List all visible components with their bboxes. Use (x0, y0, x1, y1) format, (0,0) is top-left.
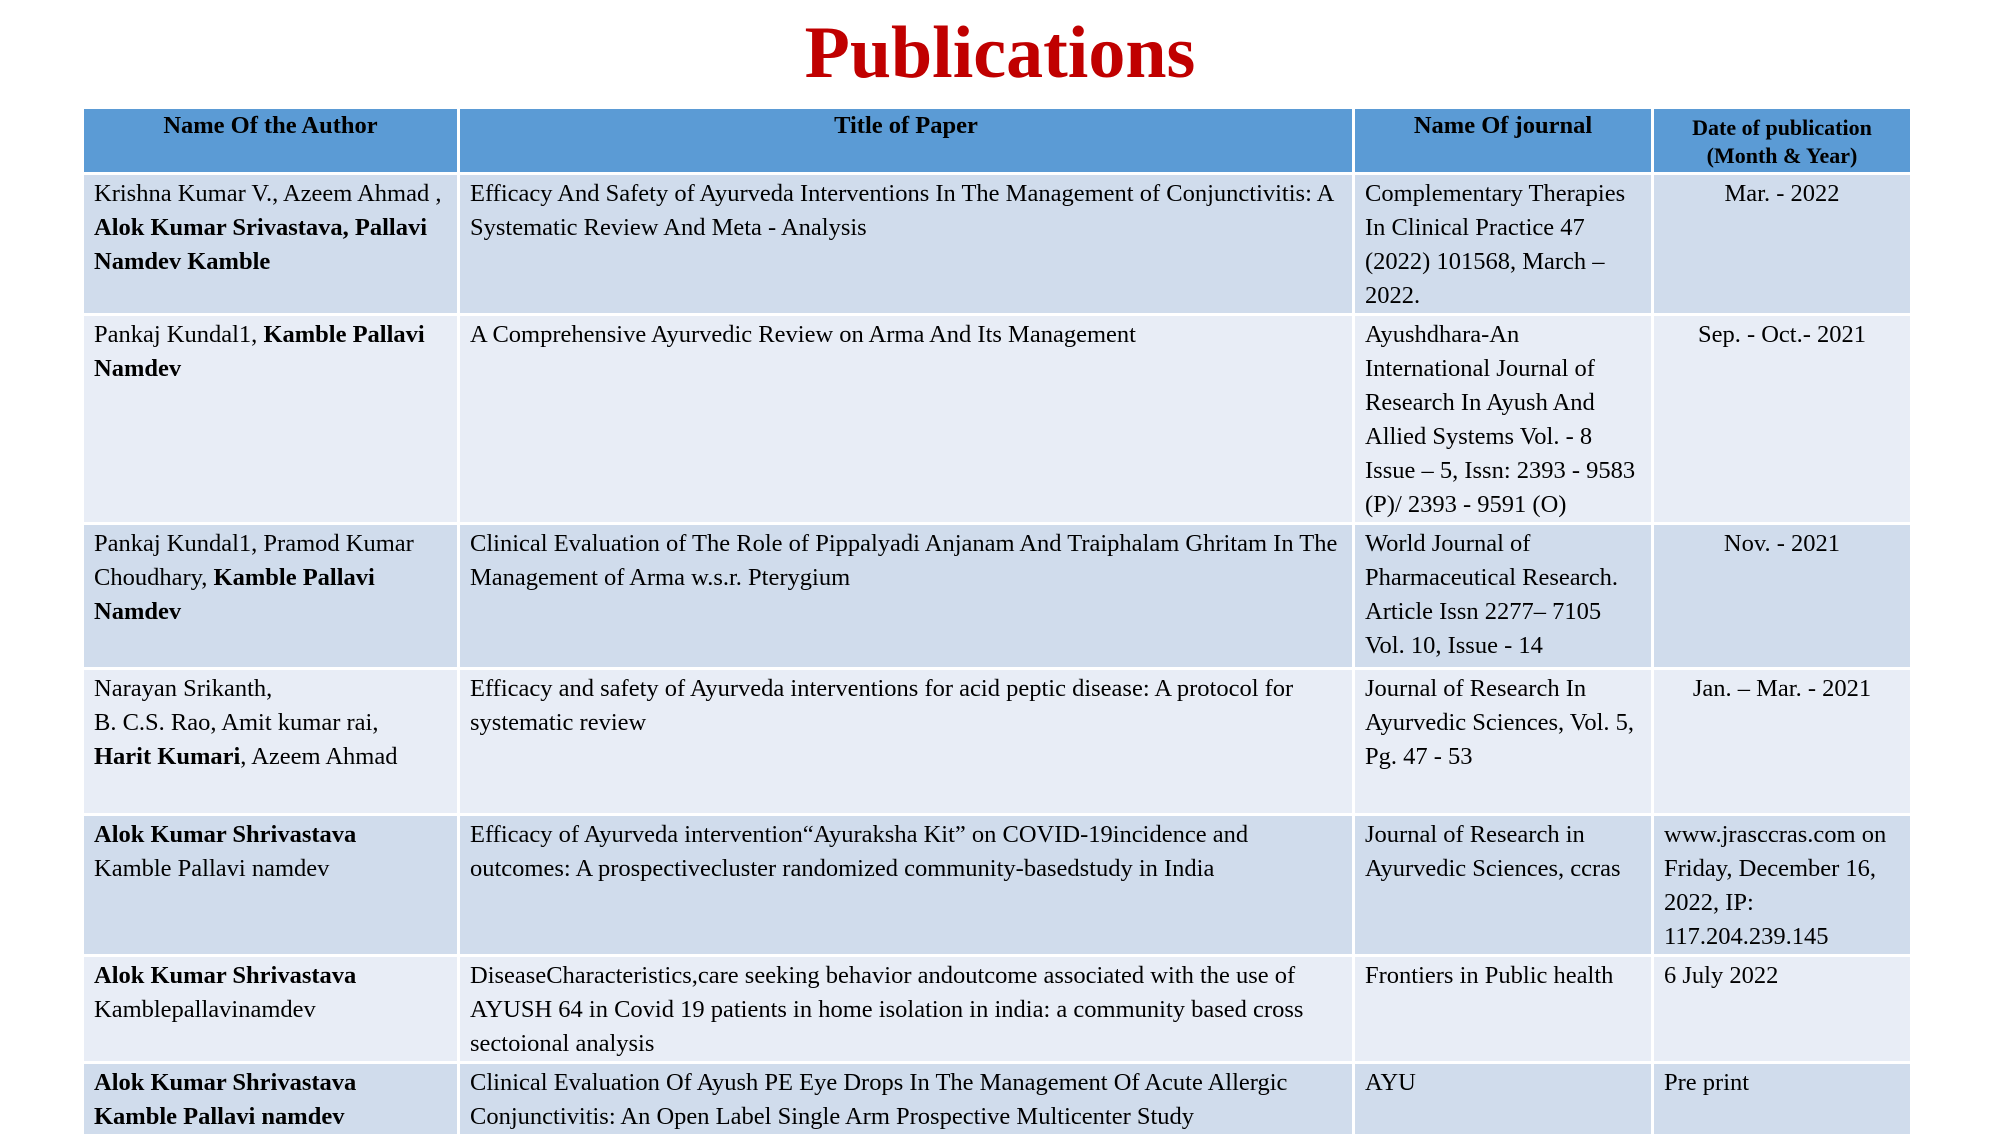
table-row (83, 669, 1912, 815)
author-highlight: Alok Kumar Shrivastava (94, 1069, 357, 1096)
journal-cell: Journal of Research In Ayurvedic Sciences, Vol. 5, Pg. 47 - 53 (1354, 669, 1653, 815)
author-cell (83, 524, 459, 669)
date-cell: 6 July 2022 (1653, 956, 1912, 1063)
author-cell (83, 815, 459, 956)
journal-cell: Journal of Research in Ayurvedic Sciences, ccras (1354, 815, 1653, 956)
journal-cell: Ayushdhara-An International Journal of Research In Ayush And Allied Systems Vol. - 8 Issue – 5, Issn: 2393 - 9583 (P)/ 2393 - 9591 (O) (1354, 315, 1653, 524)
date-cell: Nov. - 2021 (1653, 524, 1912, 669)
header-date-line2: (Month & Year) (1706, 142, 1858, 168)
date-cell: Mar. - 2022 (1653, 174, 1912, 315)
date-cell: Jan. – Mar. - 2021 (1653, 669, 1912, 815)
author-cell (83, 174, 459, 315)
journal-cell: World Journal of Pharmaceutical Research. Article Issn 2277– 7105 Vol. 10, Issue - 14 (1354, 524, 1653, 669)
publications-table (81, 106, 1913, 1137)
table-row (83, 315, 1912, 524)
paper-title-cell: Efficacy of Ayurveda intervention“Ayuraksha Kit” on COVID-19incidence and outcomes: A prospectivecluster randomized community-basedstudy in India (459, 815, 1354, 956)
date-cell: www.jrasccras.com on Friday, December 16, 2022, IP: 117.204.239.145 (1653, 815, 1912, 956)
paper-title-cell: Efficacy And Safety of Ayurveda Interventions In The Management of Conjunctivitis: A Systematic Review And Meta - Analysis (459, 174, 1354, 315)
author-text: , Azeem Ahmad (240, 743, 398, 770)
paper-title-cell: Efficacy and safety of Ayurveda interventions for acid peptic disease: A protocol for systematic review (459, 669, 1354, 815)
author-cell (83, 669, 459, 815)
paper-title-cell: DiseaseCharacteristics,care seeking behavior andoutcome associated with the use of AYUSH 64 in Covid 19 patients in home isolation in india: a community based cross sectoional analysis (459, 956, 1354, 1063)
author-line: Narayan Srikanth, (94, 675, 273, 702)
table-row (83, 524, 1912, 669)
journal-cell: Complementary Therapies In Clinical Practice 47 (2022) 101568, March – 2022. (1354, 174, 1653, 315)
author-text: Krishna Kumar V., Azeem Ahmad , (94, 180, 442, 207)
journal-cell: Frontiers in Public health (1354, 956, 1653, 1063)
header-journal: Name Of journal (1354, 108, 1653, 174)
author-highlight: Alok Kumar Shrivastava (94, 962, 357, 989)
author-cell (83, 315, 459, 524)
table-row (83, 956, 1912, 1063)
author-text: Kamblepallavinamdev (94, 996, 316, 1023)
author-text: Pankaj Kundal1, Pramod Kumar Choudhary, (94, 530, 414, 591)
table-row (83, 174, 1912, 315)
journal-cell: AYU (1354, 1063, 1653, 1136)
author-line: B. C.S. Rao, Amit kumar rai, (94, 709, 379, 736)
paper-title-cell: Clinical Evaluation Of Ayush PE Eye Drops In The Management Of Acute Allergic Conjunctivitis: An Open Label Single Arm Prospective Multicenter Study (459, 1063, 1354, 1136)
header-title: Title of Paper (459, 108, 1354, 174)
table-row (83, 815, 1912, 956)
date-cell: Pre print (1653, 1063, 1912, 1136)
author-highlight: Harit Kumari (94, 743, 241, 770)
header-date-line1: Date of publication (1692, 114, 1872, 140)
author-text: Kamble Pallavi namdev (94, 855, 330, 882)
author-highlight: Kamble Pallavi Namdev (94, 564, 375, 625)
paper-title-cell: Clinical Evaluation of The Role of Pippalyadi Anjanam And Traiphalam Ghritam In The Management of Arma w.s.r. Pterygium (459, 524, 1354, 669)
author-highlight: Alok Kumar Shrivastava (94, 821, 357, 848)
paper-title-cell: A Comprehensive Ayurvedic Review on Arma And Its Management (459, 315, 1354, 524)
page-title: Publications (804, 12, 1196, 94)
author-cell (83, 956, 459, 1063)
author-highlight: Kamble Pallavi namdev (94, 1103, 345, 1130)
header-author: Name Of the Author (83, 108, 459, 174)
author-highlight: Alok Kumar Srivastava, Pallavi Namdev Kamble (94, 214, 428, 275)
author-text: Pankaj Kundal1, (94, 321, 264, 348)
date-cell: Sep. - Oct.- 2021 (1653, 315, 1912, 524)
author-highlight: Kamble Pallavi Namdev (94, 321, 425, 382)
table-header-row (83, 108, 1912, 174)
header-date (1653, 108, 1912, 174)
